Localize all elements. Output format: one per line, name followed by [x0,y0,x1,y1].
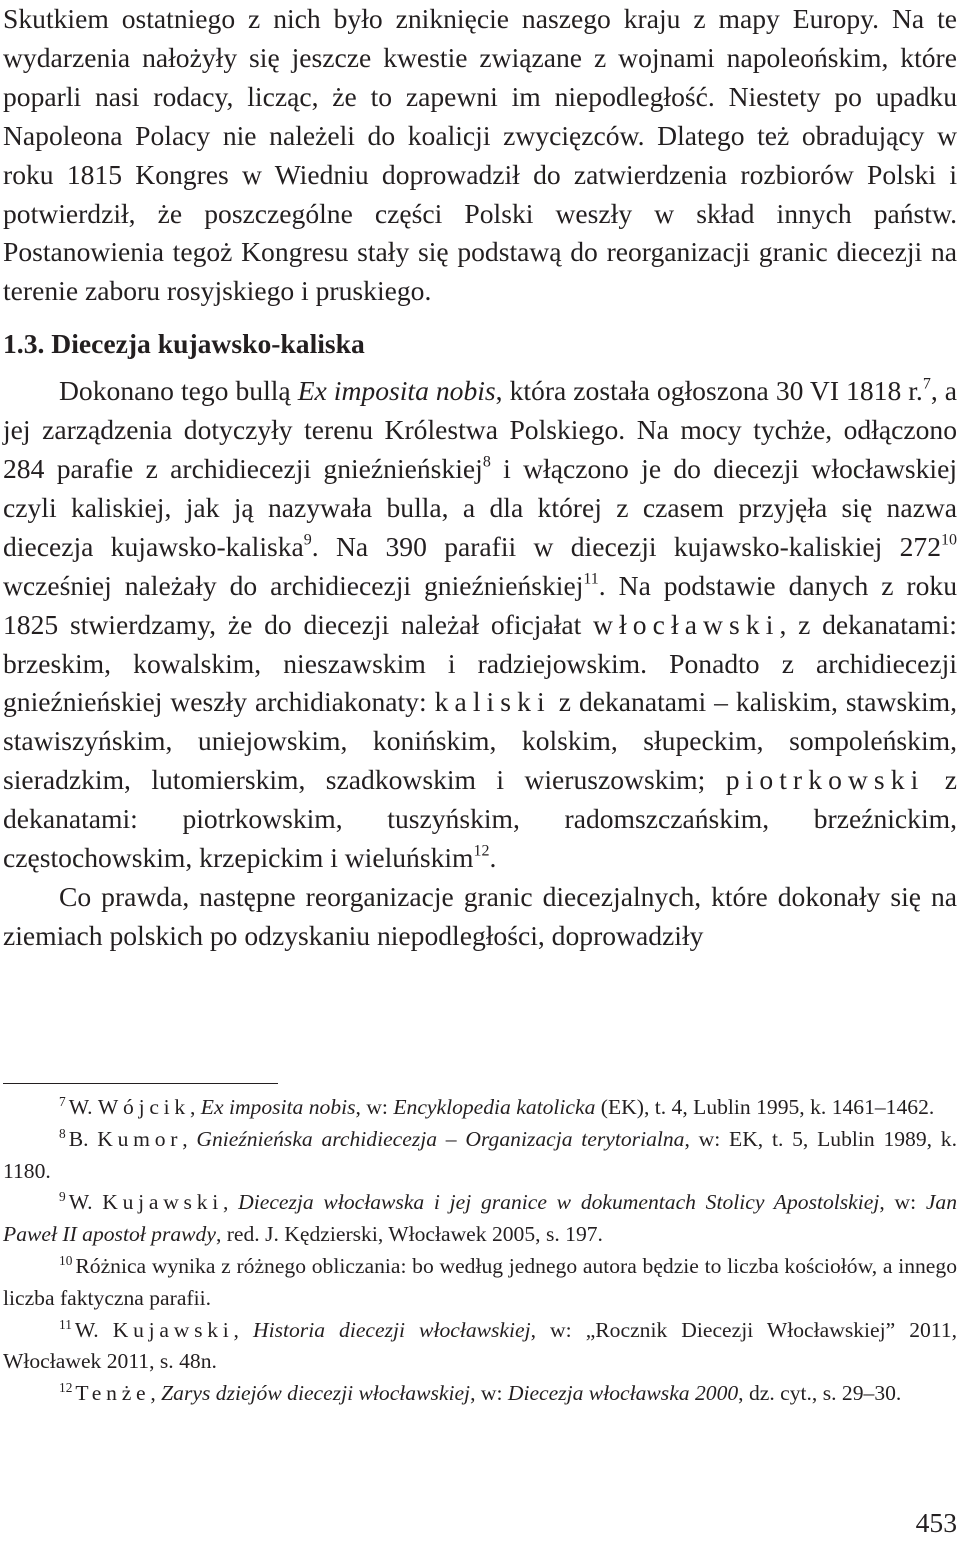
footnote-number: 7 [59,1093,66,1109]
spaced-term: kaliski [434,686,551,718]
text-run: . Na podstawie danych z roku 1825 stwierdzamy, że do diecezji należał oficjałat [3,569,957,640]
text-run: . Na 390 parafii w diecezji kujawsko-kaliskiej 272 [311,530,941,562]
footnote-12: $^{12}$ Tenże, Zarys dziejów diecezji włocławskiej, w: Diecezja włocławska 2000, dz. cyt., s. 29–30. [59,1380,902,1406]
text-run: , a jej zarządzenia dotyczyły terenu Królestwa Polskiego. Na mocy tychże, odłączono 284 parafie z archidiecezji gnieźnieńskiej [3,375,957,484]
body-text [3,0,957,956]
footnotes [3,1092,957,1410]
footnote-title: Historia diecezji włocławskiej [253,1317,531,1342]
footnote-title: Ex imposita nobis [200,1095,356,1119]
footnote-title: Zarys dziejów diecezji włocławskiej [161,1381,471,1406]
footnote-source: Diecezja włocławska 2000 [507,1381,739,1406]
text-run: , która została ogłoszona 30 VI 1818 r. [495,375,923,407]
footnote-number: 11 [59,1316,72,1332]
footnote-author: W. Kujawski [74,1317,234,1342]
footnote-source: Jan Paweł II apostoł prawdy [3,1190,957,1247]
closing-paragraph [3,878,957,956]
italic-title: Ex imposita nobis [297,375,496,407]
text-run: Dokonano tego bullą [59,375,298,407]
footnote-author: B. Kumor [68,1126,183,1151]
footnote-11: $^{11}$ W. Kujawski, Historia diecezji włocławskiej, w: „Rocznik Diecezji Włocławskiej” 2011, Włocławek 2011, s. 48n. [3,1316,958,1374]
footnote-title: Gnieźnieńska archidiecezja – Organizacja terytorialna [196,1126,685,1151]
footnote-ref-12[interactable]: 12 [473,842,490,860]
section-heading: 1.3. Diecezja kujawsko-kaliska [3,328,365,360]
footnote-8: $^8$ B. Kumor, Gnieźnieńska archidiecezja – Organizacja terytorialna, w: EK, t. 5, Lublin 1989, k. 1180. [3,1125,958,1183]
footnote-number: 12 [59,1380,73,1396]
text-run: . [489,842,497,874]
intro-text: Skutkiem ostatniego z nich było zniknięcie naszego kraju z mapy Europy. Na te wydarzenia nałożyły się jeszcze kwestie związane z wojnami napoleońskim, które poparli nasi rodacy, licząc, że to zapewni im niepodległość. Niestety po upadku Napoleona Polacy nie należeli do koalicji zwycięzców. Dlatego też obradujący w roku 1815 Kongres w Wiedniu doprowadził do zatwierdzenia rozbiorów Polski i potwierdził, że poszczególne części Polski weszły w skład innych państw. Postanowienia tegoż Kongresu stały się podstawą do reorganizacji granic diecezji na terenie zaboru rosyjskiego i pruskiego. [3,3,957,307]
footnote-9: $^9$ W. Kujawski, Diecezja włocławska i jej granice w dokumentach Stolicy Apostolskiej, w: Jan Paweł II apostoł prawdy, red. J. Kędzierski, Włocławek 2005, s. 197. [3,1189,957,1247]
intro-paragraph [3,0,957,311]
footnote-ref-7[interactable]: 7 [922,375,931,393]
footnote-author: W. Wójcik [68,1095,190,1119]
text-run: z dekanatami – kaliskim, stawskim, stawiszyńskim, uniejowskim, konińskim, kolskim, słupeckim, sompoleńskim, sieradzkim, lutomierskim, szadkowskim i wieruszowskim; [3,686,958,796]
footnote-divider [3,1083,278,1084]
footnote-number: 9 [59,1189,66,1205]
text-run: z dekanatami: piotrkowskim, tuszyńskim, radomszczańskim, brzeźnickim, częstochowskim, krzepickim i wieluńskim [3,764,957,874]
footnote-10 [3,1251,957,1315]
closing-text: Co prawda, następne reorganizacje granic diecezjalnych, które dokonały się na ziemiach polskich po odzyskaniu niepodległości, doprowadziły [3,880,957,951]
footnote-source: Encyklopedia katolicka [393,1095,596,1119]
footnote-title: Diecezja włocławska i jej granice w dokumentach Stolicy Apostolskiej [238,1190,880,1215]
page-number: 453 [915,1507,957,1538]
footnote-7: $^7$ W. Wójcik, Ex imposita nobis, w: Encyklopedia katolicka (EK), t. 4, Lublin 1995, k. 1461–1462. [59,1093,935,1119]
footnote-number: 10 [59,1252,73,1268]
text-run: i włączono je do diecezji włocławskiej czyli kaliskiej, jak ją nazywała bulla, a dla której z czasem przyjęła się nazwa diecezja kujawsko-kaliska [3,452,957,562]
footnote-ref-11[interactable]: 11 [583,570,599,588]
footnote-author: Tenże [75,1381,151,1406]
footnote-text: Różnica wynika z różnego obliczania: bo według jednego autora będzie to liczba kościołów, a innego liczba faktyczna parafii. [3,1253,957,1310]
document-page [3,0,957,956]
spaced-term: piotrkowski [725,764,925,796]
spaced-term: włocławski [593,608,780,640]
footnote-author: W. Kujawski [68,1190,224,1215]
footnote-ref-10[interactable]: 10 [941,531,957,549]
text-run: , z dekanatami: brzeskim, kowalskim, nieszawskim i radziejowskim. Ponadto z archidiecezji gnieźnieńskiej weszły archidiakonaty: [3,608,957,718]
main-paragraph [3,372,957,878]
text-run: wcześniej należały do archidiecezji gnieźnieńskiej [3,569,584,601]
footnote-number: 8 [59,1125,66,1141]
footnote-ref-9[interactable]: 9 [303,531,312,549]
footnote-ref-8[interactable]: 8 [482,453,491,471]
